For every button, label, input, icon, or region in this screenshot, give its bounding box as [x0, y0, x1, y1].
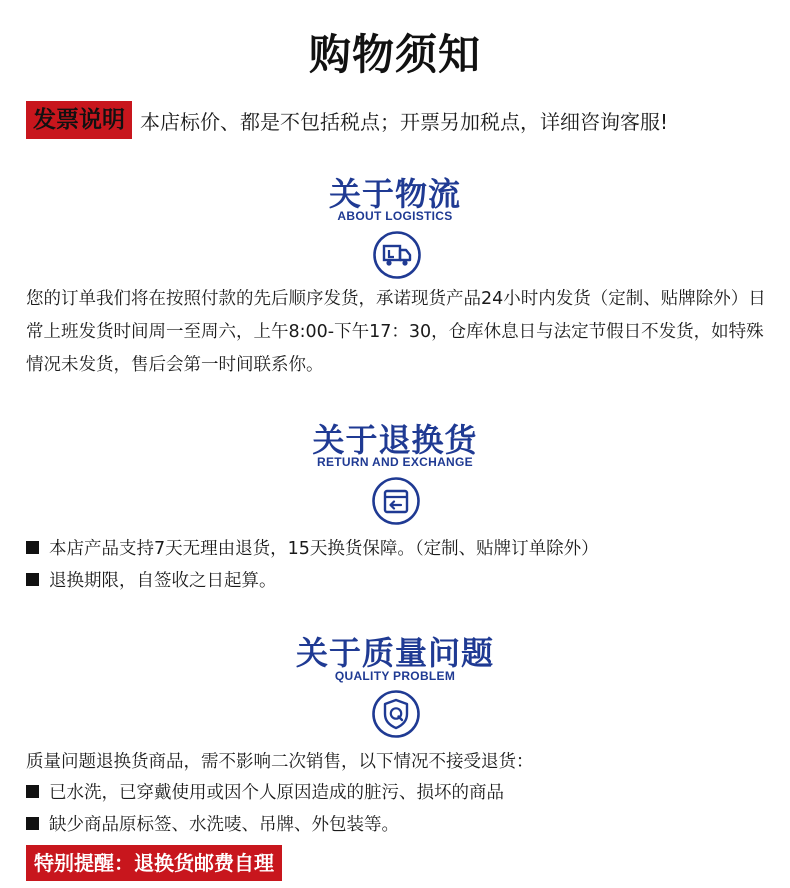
shield-q-icon — [371, 689, 421, 739]
logistics-title: 关于物流 — [328, 175, 461, 213]
return-box-icon — [371, 476, 421, 526]
quality-subtitle: QUALITY PROBLEM — [334, 669, 456, 683]
bullet-square — [26, 573, 39, 586]
truck-icon — [372, 230, 422, 280]
quality-item-text: 已水洗，已穿戴使用或因个人原因造成的脏污、损坏的商品 — [49, 782, 504, 803]
page-title: 购物须知 — [308, 30, 481, 79]
bullet-square — [26, 541, 39, 554]
returns-subtitle: RETURN AND EXCHANGE — [317, 455, 473, 469]
bullet-square — [26, 785, 39, 798]
quality-item — [26, 808, 399, 838]
bullet-square — [26, 817, 39, 830]
logistics-body: 您的订单我们将在按照付款的先后顺序发货，承诺现货产品24小时内发货（定制、贴牌除外）日常上班发货时间周一至周六，上午8:00-下午17：30，仓库休息日与法定节假日不发货，如特殊情况未发货，售后会第一时间联系你。 — [26, 289, 766, 375]
quality-title: 关于质量问题 — [295, 634, 494, 672]
invoice-tag: 发票说明 — [26, 101, 132, 139]
quality-item-text: 缺少商品原标签、水洗唛、吊牌、外包装等。 — [49, 814, 399, 835]
invoice-text: 本店标价、都是不包括税点；开票另加税点，详细咨询客服! — [140, 109, 669, 134]
returns-item — [26, 532, 599, 562]
special-notice: 特别提醒：退换货邮费自理 — [26, 845, 282, 881]
logistics-subtitle: ABOUT LOGISTICS — [337, 209, 453, 223]
quality-intro: 质量问题退换货商品，需不影响二次销售，以下情况不接受退货： — [26, 751, 534, 772]
returns-item-text: 本店产品支持7天无理由退货，15天换货保障。（定制、贴牌订单除外） — [49, 538, 599, 559]
invoice-note — [26, 101, 668, 139]
returns-title: 关于退换货 — [312, 421, 478, 459]
quality-item — [26, 776, 504, 806]
returns-item-text: 退换期限，自签收之日起算。 — [49, 570, 277, 591]
returns-item — [26, 564, 277, 594]
